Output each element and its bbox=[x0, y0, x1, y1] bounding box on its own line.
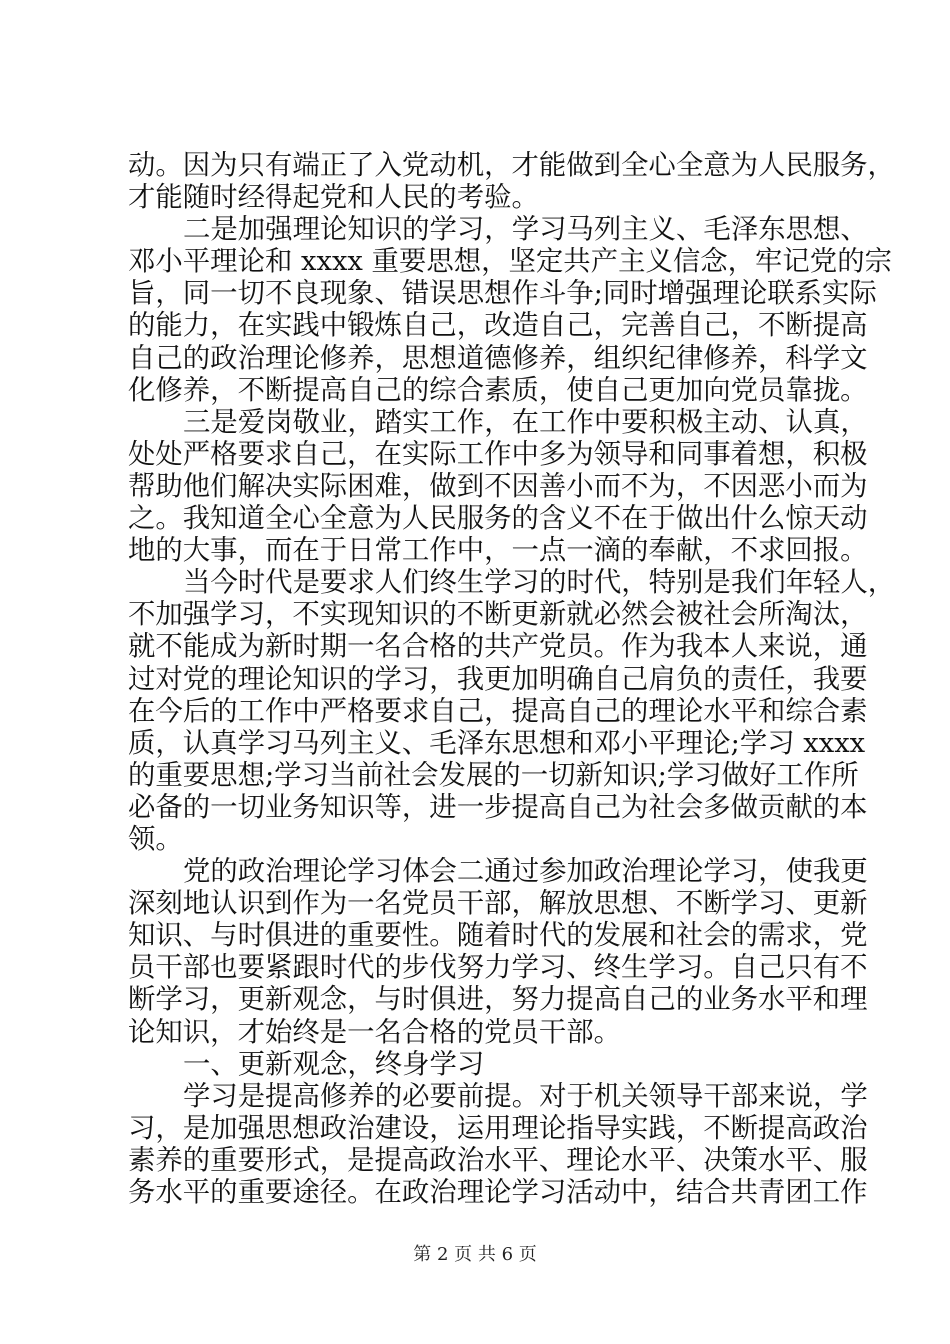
text-line: 动。因为只有端正了入党动机，才能做到全心全意为人民服务， bbox=[128, 150, 895, 181]
text-line: 论知识，才始终是一名合格的党员干部。 bbox=[128, 1016, 622, 1048]
text-line: 之。我知道全心全意为人民服务的含义不在于做出什么惊天动 bbox=[128, 503, 868, 535]
text-line: 员干部也要紧跟时代的步伐努力学习、终生学习。自己只有不 bbox=[128, 952, 868, 984]
text-line: 深刻地认识到作为一名党员干部，解放思想、不断学习、更新 bbox=[128, 888, 868, 920]
text-line: 当今时代是要求人们终生学习的时代，特别是我们年轻人， bbox=[183, 567, 896, 599]
text-line: 二是加强理论知识的学习，学习马列主义、毛泽东思想、 bbox=[183, 214, 868, 246]
page-footer: 第 2 页 共 6 页 bbox=[413, 1244, 537, 1265]
text-line: 习，是加强思想政治建设，运用理论指导实践，不断提高政治 bbox=[128, 1112, 868, 1144]
text-line: 领。 bbox=[128, 823, 183, 855]
text-line: 帮助他们解决实际困难，做到不因善小而不为，不因恶小而为 bbox=[128, 470, 868, 502]
text-line: 才能随时经得起党和人民的考验。 bbox=[128, 182, 539, 214]
text-line: 邓小平理论和 xxxx 重要思想，坚定共产主义信念，牢记党的宗 bbox=[128, 246, 892, 278]
text-line: 自己的政治理论修养，思想道德修养，组织纪律修养，科学文 bbox=[128, 342, 868, 374]
text-line: 三是爱岗敬业，踏实工作，在工作中要积极主动、认真， bbox=[183, 406, 868, 438]
text-line: 的能力，在实践中锻炼自己，改造自己，完善自己，不断提高 bbox=[128, 310, 868, 342]
text-line: 断学习，更新观念，与时俱进，努力提高自己的业务水平和理 bbox=[128, 984, 868, 1016]
text-line: 的重要思想;学习当前社会发展的一切新知识;学习做好工作所 bbox=[128, 759, 859, 791]
text-line: 务水平的重要途径。在政治理论学习活动中，结合共青团工作 bbox=[128, 1177, 868, 1208]
text-line: 处处严格要求自己，在实际工作中多为领导和同事着想，积极 bbox=[128, 438, 868, 470]
text-line: 必备的一切业务知识等，进一步提高自己为社会多做贡献的本 bbox=[128, 791, 868, 823]
text-line: 就不能成为新时期一名合格的共产党员。作为我本人来说，通 bbox=[128, 631, 868, 663]
text-line: 旨，同一切不良现象、错误思想作斗争;同时增强理论联系实际 bbox=[128, 278, 877, 310]
text-line: 素养的重要形式，是提高政治水平、理论水平、决策水平、服 bbox=[128, 1144, 868, 1176]
text-line: 党的政治理论学习体会二通过参加政治理论学习，使我更 bbox=[183, 856, 868, 888]
text-line: 一、更新观念，终身学习 bbox=[183, 1048, 485, 1080]
text-line: 地的大事，而在于日常工作中，一点一滴的奉献，不求回报。 bbox=[128, 535, 868, 567]
text-line: 化修养，不断提高自己的综合素质，使自己更加向党员靠拢。 bbox=[128, 374, 868, 406]
text-line: 学习是提高修养的必要前提。对于机关领导干部来说，学 bbox=[183, 1080, 868, 1112]
document-body bbox=[128, 150, 896, 1209]
text-line: 过对党的理论知识的学习，我更加明确自己肩负的责任，我要 bbox=[128, 663, 868, 695]
text-line: 不加强学习，不实现知识的不断更新就必然会被社会所淘汰， bbox=[128, 599, 868, 631]
text-line: 质，认真学习马列主义、毛泽东思想和邓小平理论;学习 xxxx bbox=[128, 727, 866, 759]
text-line: 知识、与时俱进的重要性。随着时代的发展和社会的需求，党 bbox=[128, 920, 868, 952]
text-line: 在今后的工作中严格要求自己，提高自己的理论水平和综合素 bbox=[128, 695, 868, 727]
